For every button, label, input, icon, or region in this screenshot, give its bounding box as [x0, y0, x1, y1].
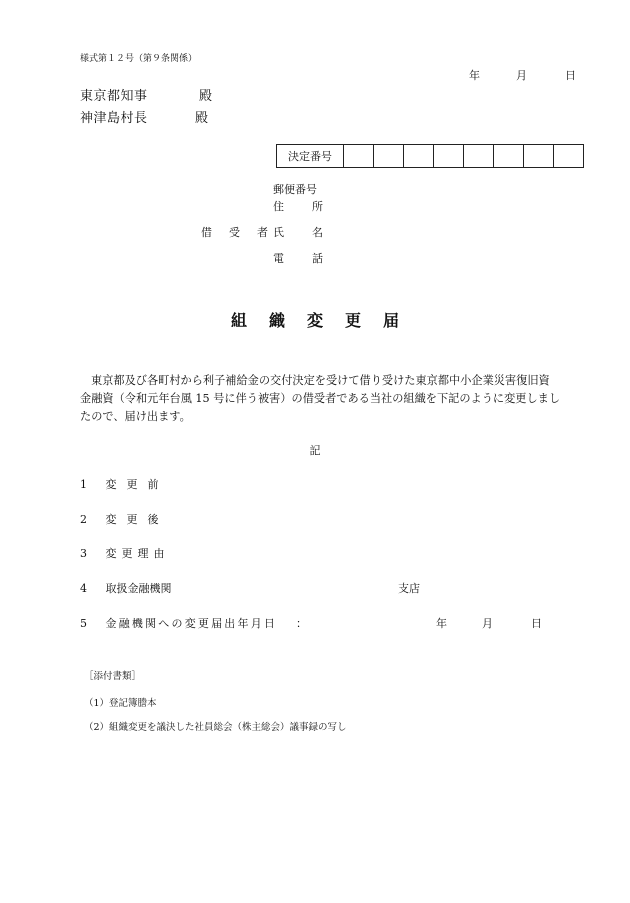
decision-number-table — [276, 144, 584, 168]
ki-marker: 記 — [309, 444, 321, 457]
item-notification-date — [80, 615, 277, 631]
decision-number-label: 決定番号 — [277, 145, 344, 168]
decision-number-cell[interactable] — [344, 145, 374, 168]
item-change-reason — [80, 545, 170, 561]
borrower-label: 借 受 者 — [201, 226, 271, 239]
addressee-honorific: 殿 — [195, 111, 209, 126]
name-label: 氏 名 — [273, 226, 325, 239]
date-month: 月 — [516, 69, 527, 82]
item-label: 金融機関への変更届出年月日 — [105, 617, 278, 630]
item-number: 1 — [80, 478, 87, 491]
postal-code-label: 郵便番号 — [273, 183, 317, 196]
phone-label: 電 話 — [273, 252, 325, 265]
item-after-change — [80, 511, 169, 527]
addressee-name: 東京都知事 — [80, 89, 148, 104]
decision-number-cell[interactable] — [404, 145, 434, 168]
body-line: 金融資（令和元年台風 15 号に伴う被害）の借受者である当社の組織を下記のように変更しまし — [80, 392, 561, 405]
item-colon: ： — [296, 617, 307, 630]
attachment-item: （1）登記簿謄本 — [84, 698, 157, 709]
decision-number-cell[interactable] — [434, 145, 464, 168]
attachments-header: ［添付書類］ — [84, 671, 142, 682]
decision-number-cell[interactable] — [374, 145, 404, 168]
item-number: 5 — [80, 617, 87, 630]
addressee-governor — [80, 85, 213, 104]
body-line: たので、届け出ます。 — [80, 410, 191, 423]
body-paragraph — [80, 372, 580, 426]
date-day: 日 — [565, 69, 576, 82]
page-title: 組織変更届 — [230, 311, 421, 330]
item-label: 変更前 — [105, 478, 169, 491]
addressee-name: 神津島村長 — [80, 111, 148, 126]
date-year: 年 — [469, 69, 480, 82]
addressee-honorific: 殿 — [199, 89, 213, 104]
item-before-change — [80, 476, 169, 492]
address-label: 住 所 — [273, 200, 325, 213]
decision-number-cell[interactable] — [464, 145, 494, 168]
item-number: 2 — [80, 513, 87, 526]
addressee-village-head — [80, 107, 209, 126]
item-number: 3 — [80, 547, 87, 560]
decision-number-cell[interactable] — [494, 145, 524, 168]
form-number: 様式第１２号（第９条関係） — [80, 54, 198, 64]
item-number: 4 — [80, 582, 87, 595]
item-label: 変更後 — [105, 513, 169, 526]
notification-year: 年 — [436, 617, 447, 630]
item-label: 取扱金融機関 — [105, 582, 172, 595]
decision-number-cell[interactable] — [554, 145, 584, 168]
item-financial-institution — [80, 580, 172, 596]
branch-label: 支店 — [398, 582, 420, 595]
notification-month: 月 — [482, 617, 493, 630]
body-line: 東京都及び各町村から利子補給金の交付決定を受けて借り受けた東京都中小企業災害復旧資 — [91, 374, 550, 387]
notification-day: 日 — [531, 617, 542, 630]
decision-number-cell[interactable] — [524, 145, 554, 168]
item-label: 変更理由 — [105, 547, 170, 560]
attachment-item: （2）組織変更を議決した社員総会（株主総会）議事録の写し — [84, 722, 347, 733]
